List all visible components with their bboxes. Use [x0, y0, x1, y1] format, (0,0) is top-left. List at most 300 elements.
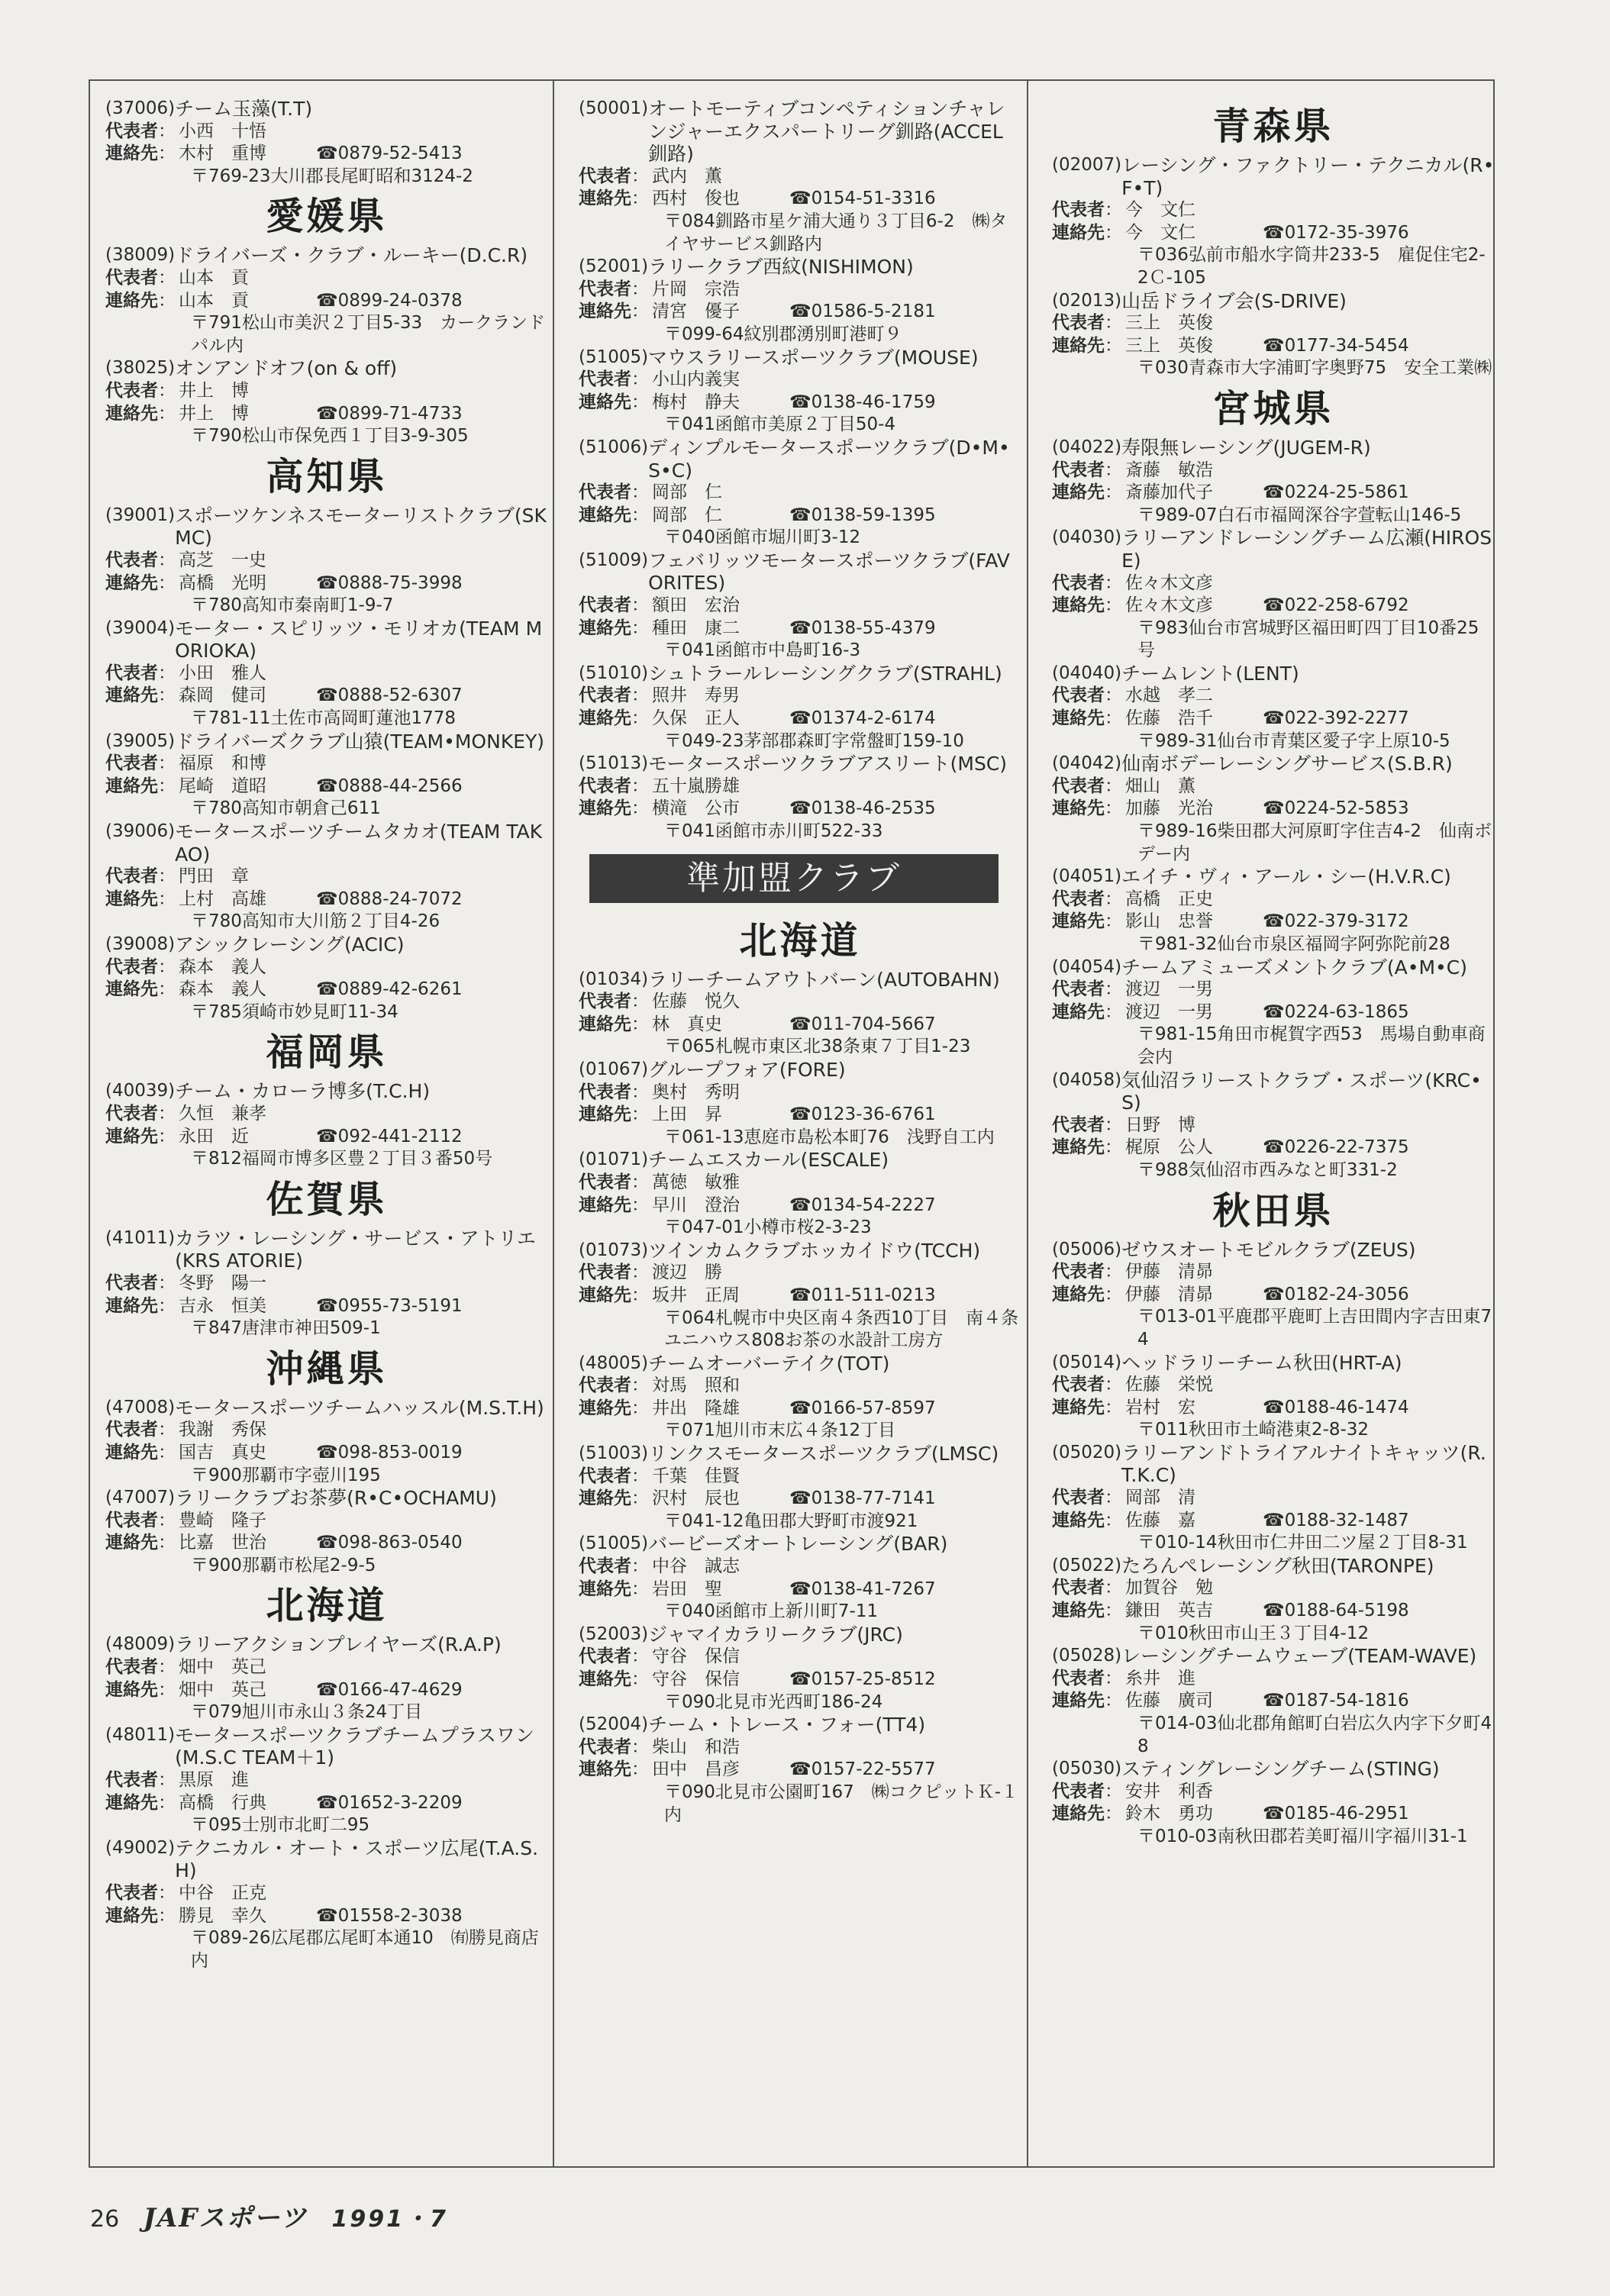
address: 〒989-31仙台市青葉区愛子字上原10-5: [1137, 730, 1450, 751]
phone-number: ☎ 0134-54-2227: [789, 1195, 936, 1217]
club-title: [105, 98, 548, 121]
address: 〒040函館市堀川町3-12: [664, 527, 861, 548]
club-name: ヘッドラリーチーム秋田(HRT-A): [1121, 1351, 1402, 1374]
representative-row: [579, 595, 1021, 618]
club-name: フェバリッツモータースポーツクラブ(FAVORITES): [648, 549, 1010, 595]
contact-name: 西村 俊也: [652, 189, 740, 209]
phone-number: ☎ 0185-46-2951: [1263, 1803, 1409, 1826]
club-title: [579, 1059, 1021, 1082]
representative-row: [1052, 572, 1495, 595]
address: 〒011秋田市土崎港東2-8-32: [1137, 1420, 1370, 1440]
contact-row: [579, 798, 1021, 821]
contact-label: 連絡先 ：: [579, 301, 652, 324]
contact-label: 連絡先 ：: [1052, 1600, 1125, 1623]
contact-row: [579, 301, 1021, 324]
contact-name: 守谷 保信: [652, 1669, 740, 1689]
representative-name: 佐藤 悦久: [652, 992, 740, 1012]
phone-number: ☎ 0154-51-3316: [789, 188, 936, 211]
club-title: [1052, 437, 1495, 460]
club-title: [579, 1240, 1021, 1262]
contact-label: 連絡先 ：: [579, 798, 652, 821]
club-title: [1052, 290, 1495, 313]
representative-row: [1052, 1114, 1495, 1137]
contact-row: [105, 776, 548, 798]
representative-label: 代表者 ：: [105, 550, 179, 572]
phone-number: ☎ 01558-2-3038: [316, 1905, 463, 1928]
contact-row: [105, 290, 548, 313]
representative-label: 代表者 ：: [105, 753, 179, 776]
contact-name: 清宮 優子: [652, 302, 740, 322]
representative-label: 代表者 ：: [579, 369, 652, 392]
contact-label: 連絡先 ：: [1052, 708, 1125, 730]
address: 〒030青森市大字浦町字奥野75 安全工業㈱: [1137, 358, 1492, 379]
club-code: (52003): [579, 1624, 649, 1644]
representative-row: [105, 1272, 548, 1295]
representative-row: [579, 279, 1021, 302]
club-entry: [579, 550, 1021, 663]
club-code: (51013): [579, 753, 649, 774]
club-entry: [1052, 1069, 1495, 1182]
address: 〒988気仙沼市西みなと町331-2: [1137, 1159, 1398, 1180]
club-name: グループフォア(FORE): [648, 1058, 846, 1081]
club-title: [1052, 866, 1495, 888]
representative-label: 代表者 ：: [1052, 1114, 1125, 1137]
contact-name: 渡辺 一男: [1125, 1001, 1213, 1022]
representative-label: 代表者 ：: [105, 121, 179, 144]
phone-number: ☎ 098-863-0540: [316, 1532, 463, 1555]
club-code: (37006): [105, 98, 176, 118]
club-title: [579, 98, 1021, 166]
representative-name: 我謝 秀保: [179, 1420, 266, 1440]
representative-row: [1052, 1261, 1495, 1284]
representative-row: [105, 956, 548, 979]
listing-column-2: [579, 98, 1021, 2151]
address: 〒079旭川市永山３条24丁目: [191, 1702, 423, 1723]
representative-row: [579, 1172, 1021, 1195]
prefecture-heading: 北海道: [739, 917, 861, 963]
club-title: [105, 934, 548, 956]
contact-name: 沢村 辰也: [652, 1488, 740, 1509]
representative-row: [105, 1769, 548, 1792]
contact-name: 林 真史: [652, 1014, 722, 1034]
contact-row: [105, 1295, 548, 1318]
contact-label: 連絡先 ：: [105, 1905, 179, 1928]
contact-name: 高橋 光明: [179, 572, 266, 593]
club-name: モータースポーツチームハッスル(M.S.T.H): [175, 1396, 544, 1419]
address: 〒049-23茅部郡森町字常盤町159-10: [664, 730, 964, 751]
contact-label: 連絡先 ：: [579, 1759, 652, 1782]
contact-label: 連絡先 ：: [579, 1488, 652, 1511]
contact-row: [579, 392, 1021, 414]
representative-name: 萬徳 敏雅: [652, 1172, 740, 1192]
club-entry: [105, 934, 548, 1024]
club-code: (48005): [579, 1353, 649, 1373]
club-entry: [579, 98, 1021, 256]
club-code: (05014): [1052, 1352, 1122, 1372]
club-name: エイチ・ヴィ・アール・シー(H.V.R.C): [1121, 866, 1451, 888]
contact-name: 田中 昌彦: [652, 1759, 740, 1780]
club-code: (39006): [105, 821, 176, 842]
club-name: リンクスモータースポーツクラブ(LMSC): [648, 1443, 999, 1466]
contact-name: 斎藤加代子: [1125, 482, 1213, 503]
contact-label: 連絡先 ：: [105, 290, 179, 313]
club-name: モータースポーツチームタカオ(TEAM TAKAO): [175, 821, 543, 866]
representative-name: 五十嵐勝雄: [652, 776, 740, 796]
address: 〒791松山市美沢２丁目5-33 カークランドパル内: [191, 313, 546, 356]
club-code: (04042): [1052, 753, 1122, 774]
representative-label: 代表者 ：: [105, 1272, 179, 1295]
representative-row: [105, 1656, 548, 1679]
phone-number: ☎ 01374-2-6174: [789, 708, 936, 730]
phone-number: ☎ 0187-54-1816: [1263, 1690, 1409, 1713]
address: 〒790松山市保免西１丁目3-9-305: [191, 426, 469, 447]
representative-name: 畑中 英己: [179, 1657, 266, 1678]
club-code: (51010): [579, 663, 649, 683]
contact-row: [105, 1792, 548, 1815]
club-entry: [105, 1724, 548, 1837]
contact-row: [579, 1398, 1021, 1420]
club-title: [105, 618, 548, 663]
club-code: (38009): [105, 245, 176, 266]
representative-row: [105, 1103, 548, 1126]
contact-row: [1052, 1137, 1495, 1159]
club-name: ディンプルモータースポーツクラブ(D•M•S•C): [648, 436, 1010, 482]
club-entry: [105, 821, 548, 934]
representative-row: [105, 121, 548, 144]
club-code: (04030): [1052, 527, 1122, 548]
club-code: (39005): [105, 730, 176, 751]
contact-label: 連絡先 ：: [105, 403, 179, 426]
contact-name: 鈴木 勇功: [1125, 1804, 1213, 1824]
contact-label: 連絡先 ：: [579, 188, 652, 211]
club-name: チームオーバーテイク(TOT): [648, 1352, 890, 1375]
club-name: 気仙沼ラリーストクラブ・スポーツ(KRC•S): [1121, 1069, 1482, 1114]
representative-name: 守谷 保信: [652, 1646, 740, 1667]
representative-name: 奥村 秀明: [652, 1082, 740, 1102]
contact-label: 連絡先 ：: [1052, 222, 1125, 245]
club-entry: [105, 1080, 548, 1170]
contact-row: [579, 1669, 1021, 1691]
representative-row: [105, 1882, 548, 1905]
contact-name: 久保 正人: [652, 708, 740, 729]
address: 〒041函館市赤川町522-33: [664, 821, 883, 841]
representative-name: 糸井 進: [1125, 1668, 1195, 1688]
contact-row: [1052, 335, 1495, 358]
club-name: チームアミューズメントクラブ(A•M•C): [1121, 956, 1468, 979]
club-code: (04051): [1052, 866, 1122, 887]
representative-label: 代表者 ：: [1052, 1781, 1125, 1804]
phone-number: ☎ 022-258-6792: [1263, 595, 1409, 618]
representative-row: [1052, 888, 1495, 911]
representative-label: 代表者 ：: [1052, 199, 1125, 222]
club-title: [1052, 1069, 1495, 1114]
issue-date: 1991・7: [331, 2206, 448, 2233]
phone-number: ☎ 0123-36-6761: [789, 1104, 936, 1127]
club-code: (51005): [579, 347, 649, 367]
prefecture-heading: 沖縄県: [266, 1346, 388, 1391]
phone-number: ☎ 0138-77-7141: [789, 1488, 936, 1511]
club-code: (41011): [105, 1227, 176, 1248]
club-code: (48009): [105, 1634, 176, 1655]
prefecture-heading: 宮城県: [1212, 385, 1334, 430]
address: 〒010-14秋田市仁井田二ツ屋２丁目8-31: [1137, 1533, 1468, 1553]
club-entry: [105, 98, 548, 188]
club-name: レーシングチームウェーブ(TEAM-WAVE): [1121, 1645, 1477, 1668]
representative-name: 森本 義人: [179, 956, 266, 977]
contact-row: [105, 403, 548, 426]
contact-label: 連絡先 ：: [579, 392, 652, 414]
representative-row: [579, 1556, 1021, 1578]
representative-name: 佐藤 栄悦: [1125, 1375, 1213, 1395]
club-entry: [1052, 753, 1495, 866]
representative-row: [579, 369, 1021, 392]
representative-label: 代表者 ：: [579, 1375, 652, 1398]
club-title: [105, 357, 548, 380]
representative-name: 畑山 薫: [1125, 776, 1195, 796]
contact-name: 佐藤 廣司: [1125, 1691, 1213, 1711]
contact-label: 連絡先 ：: [579, 708, 652, 730]
contact-label: 連絡先 ：: [579, 505, 652, 527]
club-name: テクニカル・オート・スポーツ広尾(T.A.S.H): [175, 1836, 539, 1882]
address: 〒071旭川市末広４条12丁目: [664, 1420, 896, 1441]
address: 〒781-11土佐市高岡町蓮池1778: [191, 708, 456, 729]
contact-row: [105, 572, 548, 595]
contact-label: 連絡先 ：: [579, 1104, 652, 1127]
club-name: チーム玉藻(T.T): [175, 98, 313, 120]
page-footer: [90, 2197, 448, 2234]
address: 〒036弘前市船水字筒井233-5 雇促住宅2-2Ｃ-105: [1137, 245, 1486, 288]
representative-label: 代表者 ：: [579, 1646, 652, 1669]
address: 〒041函館市美原２丁目50-4: [664, 414, 896, 435]
representative-label: 代表者 ：: [105, 1510, 179, 1533]
representative-row: [579, 166, 1021, 189]
club-entry: [1052, 1352, 1495, 1442]
club-name: ラリークラブ西紋(NISHIMON): [648, 256, 914, 279]
club-title: [579, 1443, 1021, 1466]
club-code: (38025): [105, 358, 176, 379]
prefecture-heading: 青森県: [1212, 104, 1334, 148]
phone-number: ☎ 0224-52-5853: [1263, 798, 1409, 821]
contact-name: 井上 博: [179, 403, 249, 424]
club-code: (01071): [579, 1150, 649, 1170]
phone-number: ☎ 092-441-2112: [316, 1126, 463, 1149]
contact-row: [105, 143, 548, 166]
address: 〒014-03仙北郡角館町白岩広久内字下夕町48: [1137, 1714, 1492, 1756]
representative-row: [1052, 1668, 1495, 1691]
club-title: [579, 663, 1021, 685]
phone-number: ☎ 0226-22-7375: [1263, 1137, 1409, 1159]
representative-row: [105, 267, 548, 290]
phone-number: ☎ 0166-57-8597: [789, 1398, 936, 1420]
club-title: [105, 1080, 548, 1103]
club-code: (05022): [1052, 1555, 1122, 1575]
column-divider: [553, 79, 554, 2168]
club-name: ドライバーズクラブ山猿(TEAM•MONKEY): [175, 730, 545, 753]
address: 〒040函館市上新川町7-11: [664, 1601, 879, 1622]
contact-label: 連絡先 ：: [579, 1669, 652, 1691]
contact-label: 連絡先 ：: [105, 1532, 179, 1555]
representative-name: 照井 寿男: [652, 685, 740, 706]
contact-name: 三上 英俊: [1125, 335, 1213, 356]
contact-row: [1052, 911, 1495, 934]
representative-name: 額田 宏治: [652, 595, 740, 616]
club-name: チームエスカール(ESCALE): [648, 1149, 889, 1172]
club-title: [105, 730, 548, 753]
club-entry: [1052, 290, 1495, 380]
club-entry: [579, 437, 1021, 550]
representative-label: 代表者 ：: [579, 1737, 652, 1759]
club-code: (52001): [579, 256, 649, 277]
club-name: オートモーティブコンペティションチャレンジャーエクスパートリーグ釧路(ACCEL釧路): [648, 98, 1005, 166]
contact-name: 横滝 公市: [652, 798, 740, 819]
representative-row: [579, 991, 1021, 1014]
phone-number: ☎ 0888-52-6307: [316, 685, 463, 708]
club-title: [579, 1149, 1021, 1172]
contact-name: 佐藤 浩千: [1125, 708, 1213, 729]
club-name: モータースポーツクラブアスリート(MSC): [648, 753, 1008, 776]
representative-name: 高橋 正史: [1125, 888, 1213, 909]
club-entry: [579, 347, 1021, 437]
club-code: (01034): [579, 969, 649, 989]
phone-number: ☎ 0166-47-4629: [316, 1679, 463, 1702]
phone-number: ☎ 0188-32-1487: [1263, 1510, 1409, 1533]
representative-label: 代表者 ：: [105, 1882, 179, 1905]
address: 〒090北見市公園町167 ㈱コクピットＫ-１内: [664, 1782, 1019, 1825]
club-name: モータースポーツクラブチームプラスワン(M.S.C TEAM＋1): [175, 1724, 534, 1769]
club-name: ドライバーズ・クラブ・ルーキー(D.C.R): [175, 244, 528, 267]
club-code: (05006): [1052, 1239, 1122, 1259]
representative-label: 代表者 ：: [579, 279, 652, 302]
representative-name: 久恒 兼孝: [179, 1103, 266, 1124]
club-code: (04022): [1052, 437, 1122, 457]
representative-row: [105, 753, 548, 776]
club-code: (48011): [105, 1724, 176, 1745]
address: 〒047-01小樽市桜2-3-23: [664, 1217, 872, 1238]
representative-label: 代表者 ：: [105, 380, 179, 403]
club-code: (39001): [105, 505, 176, 525]
club-entry: [579, 753, 1021, 843]
club-entry: [105, 730, 548, 821]
club-code: (47008): [105, 1397, 176, 1417]
representative-name: 福原 和博: [179, 753, 266, 774]
listing-column-3: [1052, 98, 1495, 2151]
contact-row: [105, 685, 548, 708]
contact-row: [579, 1578, 1021, 1601]
representative-row: [105, 663, 548, 685]
club-code: (52004): [579, 1714, 649, 1735]
representative-name: 千葉 佳賢: [652, 1466, 740, 1486]
phone-number: ☎ 0172-35-3976: [1263, 222, 1409, 245]
club-name: ツインカムクラブホッカイドウ(TCCH): [648, 1239, 981, 1262]
club-title: [579, 1353, 1021, 1375]
club-entry: [1052, 154, 1495, 290]
representative-row: [105, 550, 548, 572]
representative-label: 代表者 ：: [579, 991, 652, 1014]
contact-row: [1052, 1600, 1495, 1623]
address: 〒065札幌市東区北38条東７丁目1-23: [664, 1037, 971, 1057]
representative-row: [105, 866, 548, 888]
phone-number: ☎ 0188-64-5198: [1263, 1600, 1409, 1623]
address: 〒041-12亀田郡大野町市渡921: [664, 1511, 918, 1531]
club-code: (05020): [1052, 1442, 1122, 1462]
club-title: [1052, 1758, 1495, 1781]
club-code: (01073): [579, 1240, 649, 1260]
club-code: (40039): [105, 1081, 176, 1101]
club-entry: [1052, 1758, 1495, 1848]
contact-label: 連絡先 ：: [1052, 1137, 1125, 1159]
club-title: [105, 1837, 548, 1882]
club-code: (51009): [579, 550, 649, 570]
representative-row: [1052, 1577, 1495, 1600]
club-title: [579, 1533, 1021, 1556]
phone-number: ☎ 0955-73-5191: [316, 1295, 463, 1318]
contact-name: 尾崎 道昭: [179, 776, 266, 796]
contact-label: 連絡先 ：: [105, 1792, 179, 1815]
representative-row: [105, 1510, 548, 1533]
representative-label: 代表者 ：: [579, 1556, 652, 1578]
contact-row: [579, 618, 1021, 640]
representative-name: 黒原 進: [179, 1770, 249, 1791]
representative-name: 小田 雅人: [179, 663, 266, 683]
representative-row: [1052, 685, 1495, 708]
club-code: (51006): [579, 437, 649, 457]
address: 〒099-64紋別郡湧別町港町９: [664, 324, 902, 344]
club-entry: [579, 1149, 1021, 1239]
representative-name: 小西 十悟: [179, 121, 266, 141]
representative-name: 加賀谷 勉: [1125, 1578, 1213, 1598]
phone-number: ☎ 0138-46-2535: [789, 798, 936, 821]
address: 〒769-23大川郡長尾町昭和3124-2: [191, 166, 473, 186]
address: 〒010秋田市山王３丁目4-12: [1137, 1623, 1370, 1643]
contact-row: [105, 1442, 548, 1465]
contact-label: 連絡先 ：: [579, 1578, 652, 1601]
contact-label: 連絡先 ：: [1052, 1803, 1125, 1826]
representative-label: 代表者 ：: [105, 866, 179, 888]
contact-row: [579, 1014, 1021, 1037]
contact-row: [579, 1488, 1021, 1511]
address: 〒089-26広尾郡広尾町本通10 ㈲勝見商店内: [191, 1928, 539, 1971]
club-title: [579, 437, 1021, 482]
contact-label: 連絡先 ：: [105, 1126, 179, 1149]
club-title: [1052, 1239, 1495, 1262]
address: 〒812福岡市博多区豊２丁目３番50号: [191, 1149, 493, 1169]
contact-row: [105, 979, 548, 1001]
contact-name: 上村 高雄: [179, 888, 266, 909]
club-code: (04058): [1052, 1069, 1122, 1090]
representative-row: [1052, 199, 1495, 222]
representative-row: [105, 380, 548, 403]
contact-label: 連絡先 ：: [105, 776, 179, 798]
contact-row: [105, 1126, 548, 1149]
contact-label: 連絡先 ：: [105, 572, 179, 595]
representative-label: 代表者 ：: [579, 776, 652, 798]
prefecture-heading: 北海道: [266, 1583, 388, 1628]
phone-number: ☎ 022-379-3172: [1263, 911, 1409, 934]
address: 〒983仙台市宮城野区福田町四丁目10番25号: [1137, 618, 1479, 661]
representative-label: 代表者 ：: [105, 1769, 179, 1792]
contact-label: 連絡先 ：: [105, 1442, 179, 1465]
club-entry: [579, 256, 1021, 346]
club-entry: [1052, 956, 1495, 1069]
club-entry: [1052, 1555, 1495, 1645]
contact-row: [105, 888, 548, 911]
address: 〒785須崎市妙見町11-34: [191, 1001, 398, 1022]
club-entry: [579, 1240, 1021, 1353]
phone-number: ☎ 011-704-5667: [789, 1014, 936, 1037]
contact-row: [1052, 595, 1495, 618]
phone-number: ☎ 0138-59-1395: [789, 505, 936, 527]
representative-row: [1052, 776, 1495, 798]
